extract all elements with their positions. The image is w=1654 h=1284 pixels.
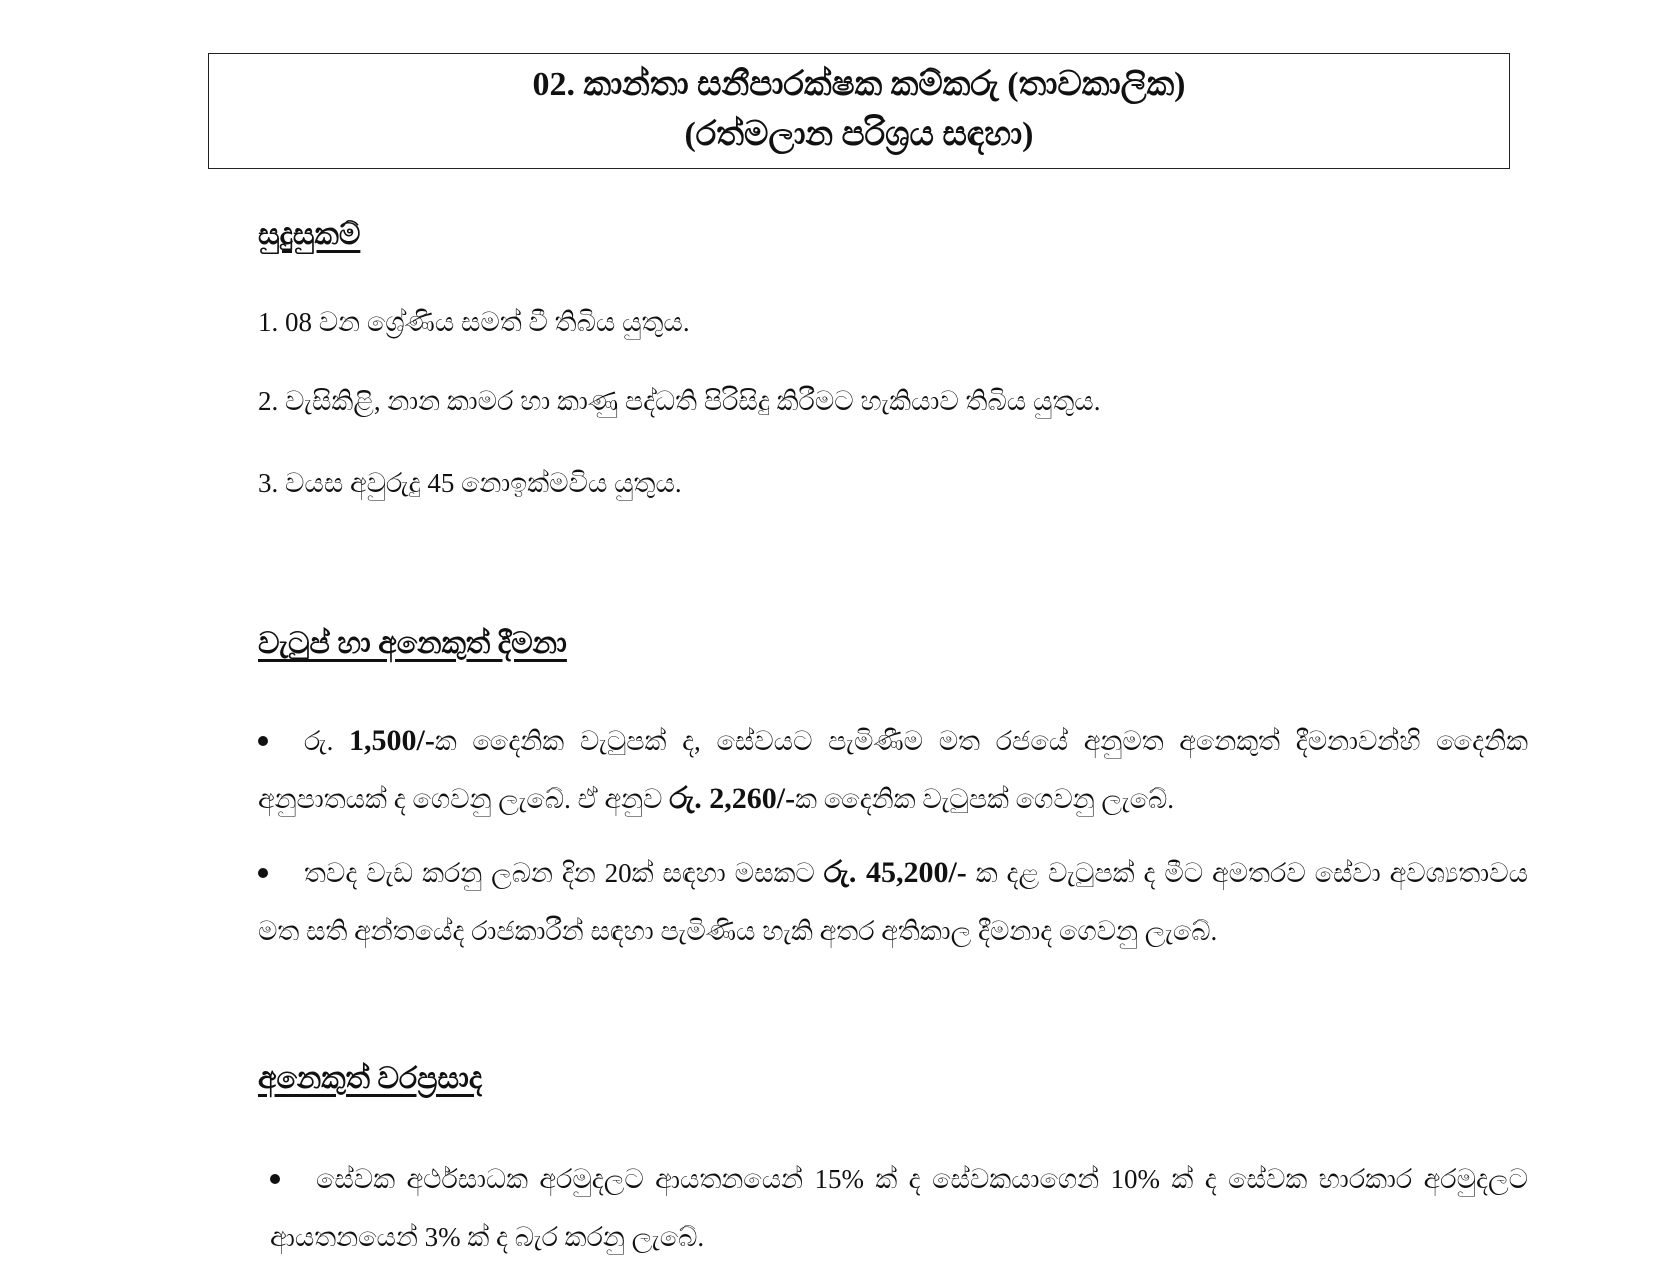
- monthly-wage: රු. 45,200/-: [823, 856, 967, 889]
- job-location: (රත්මලාන පරිශ්‍රය සඳහා): [684, 116, 1034, 153]
- qualification-item: 2. වැසිකිළි, නාන කාමර හා කාණු පද්ධති පිරිසිදු කිරීමට හැකියාව තිබිය යුතුය.: [258, 386, 1101, 416]
- salary-heading: වැටුප් හා අනෙකුත් දීමනා: [258, 627, 567, 660]
- title-box: [208, 53, 1510, 169]
- benefits-heading: අනෙකුත් වරප්‍රසාද: [258, 1062, 483, 1095]
- salary-bullet-1: රු. 1,500/-ක දෛනික වැටුපක් ද, සේවයට පැමිණීම මත රජයේ අනුමත අනෙකුත් දීමනාවන්හි දෛනික අනුපාතයක් ද ගෙවනු ලැබේ. ඒ අනුව රු. 2,260/-ක දෛනික වැටුපක් ගෙවනු ලැබේ.: [258, 724, 1529, 815]
- bullet-icon: [258, 868, 268, 878]
- qualification-item: 1. 08 වන ශ්‍රේණිය සමත් වී තිබිය යුතුය.: [258, 307, 690, 337]
- job-title: 02. කාන්තා සනීපාරක්ෂක කම්කරු (තාවකාලික): [532, 66, 1186, 103]
- benefits-bullet-1: සේවක අර්ථසාධක අරමුදලට ආයතනයෙන් 15% ක් ද සේවකයාගෙන් 10% ක් ද සේවක භාරකාර අරමුදලට ආයතනයෙන් 3% ක් ද බැර කරනු ලැබේ.: [270, 1164, 1528, 1252]
- qualification-item: 3. වයස අවුරුදු 45 නොඉක්මවිය යුතුය.: [258, 468, 682, 498]
- qualifications-heading: සුදුසුකම්: [258, 218, 361, 251]
- bullet-icon: [258, 736, 268, 746]
- total-daily-wage: රු. 2,260/-: [669, 782, 796, 815]
- bullet-icon: [270, 1174, 280, 1184]
- salary-bullet-2: තවද වැඩ කරනු ලබන දින 20ක් සඳහා මසකට රු. 45,200/- ක දළ වැටුපක් ද මීට අමතරව සේවා අවශ්‍යතාවය මත සති අන්තයේද රාජකාරීන් සඳහා පැමිණිය හැකි අතර අතිකාල දීමනාද ගෙවනු ලැබේ.: [258, 856, 1529, 946]
- daily-wage: 1,500/-: [348, 724, 435, 757]
